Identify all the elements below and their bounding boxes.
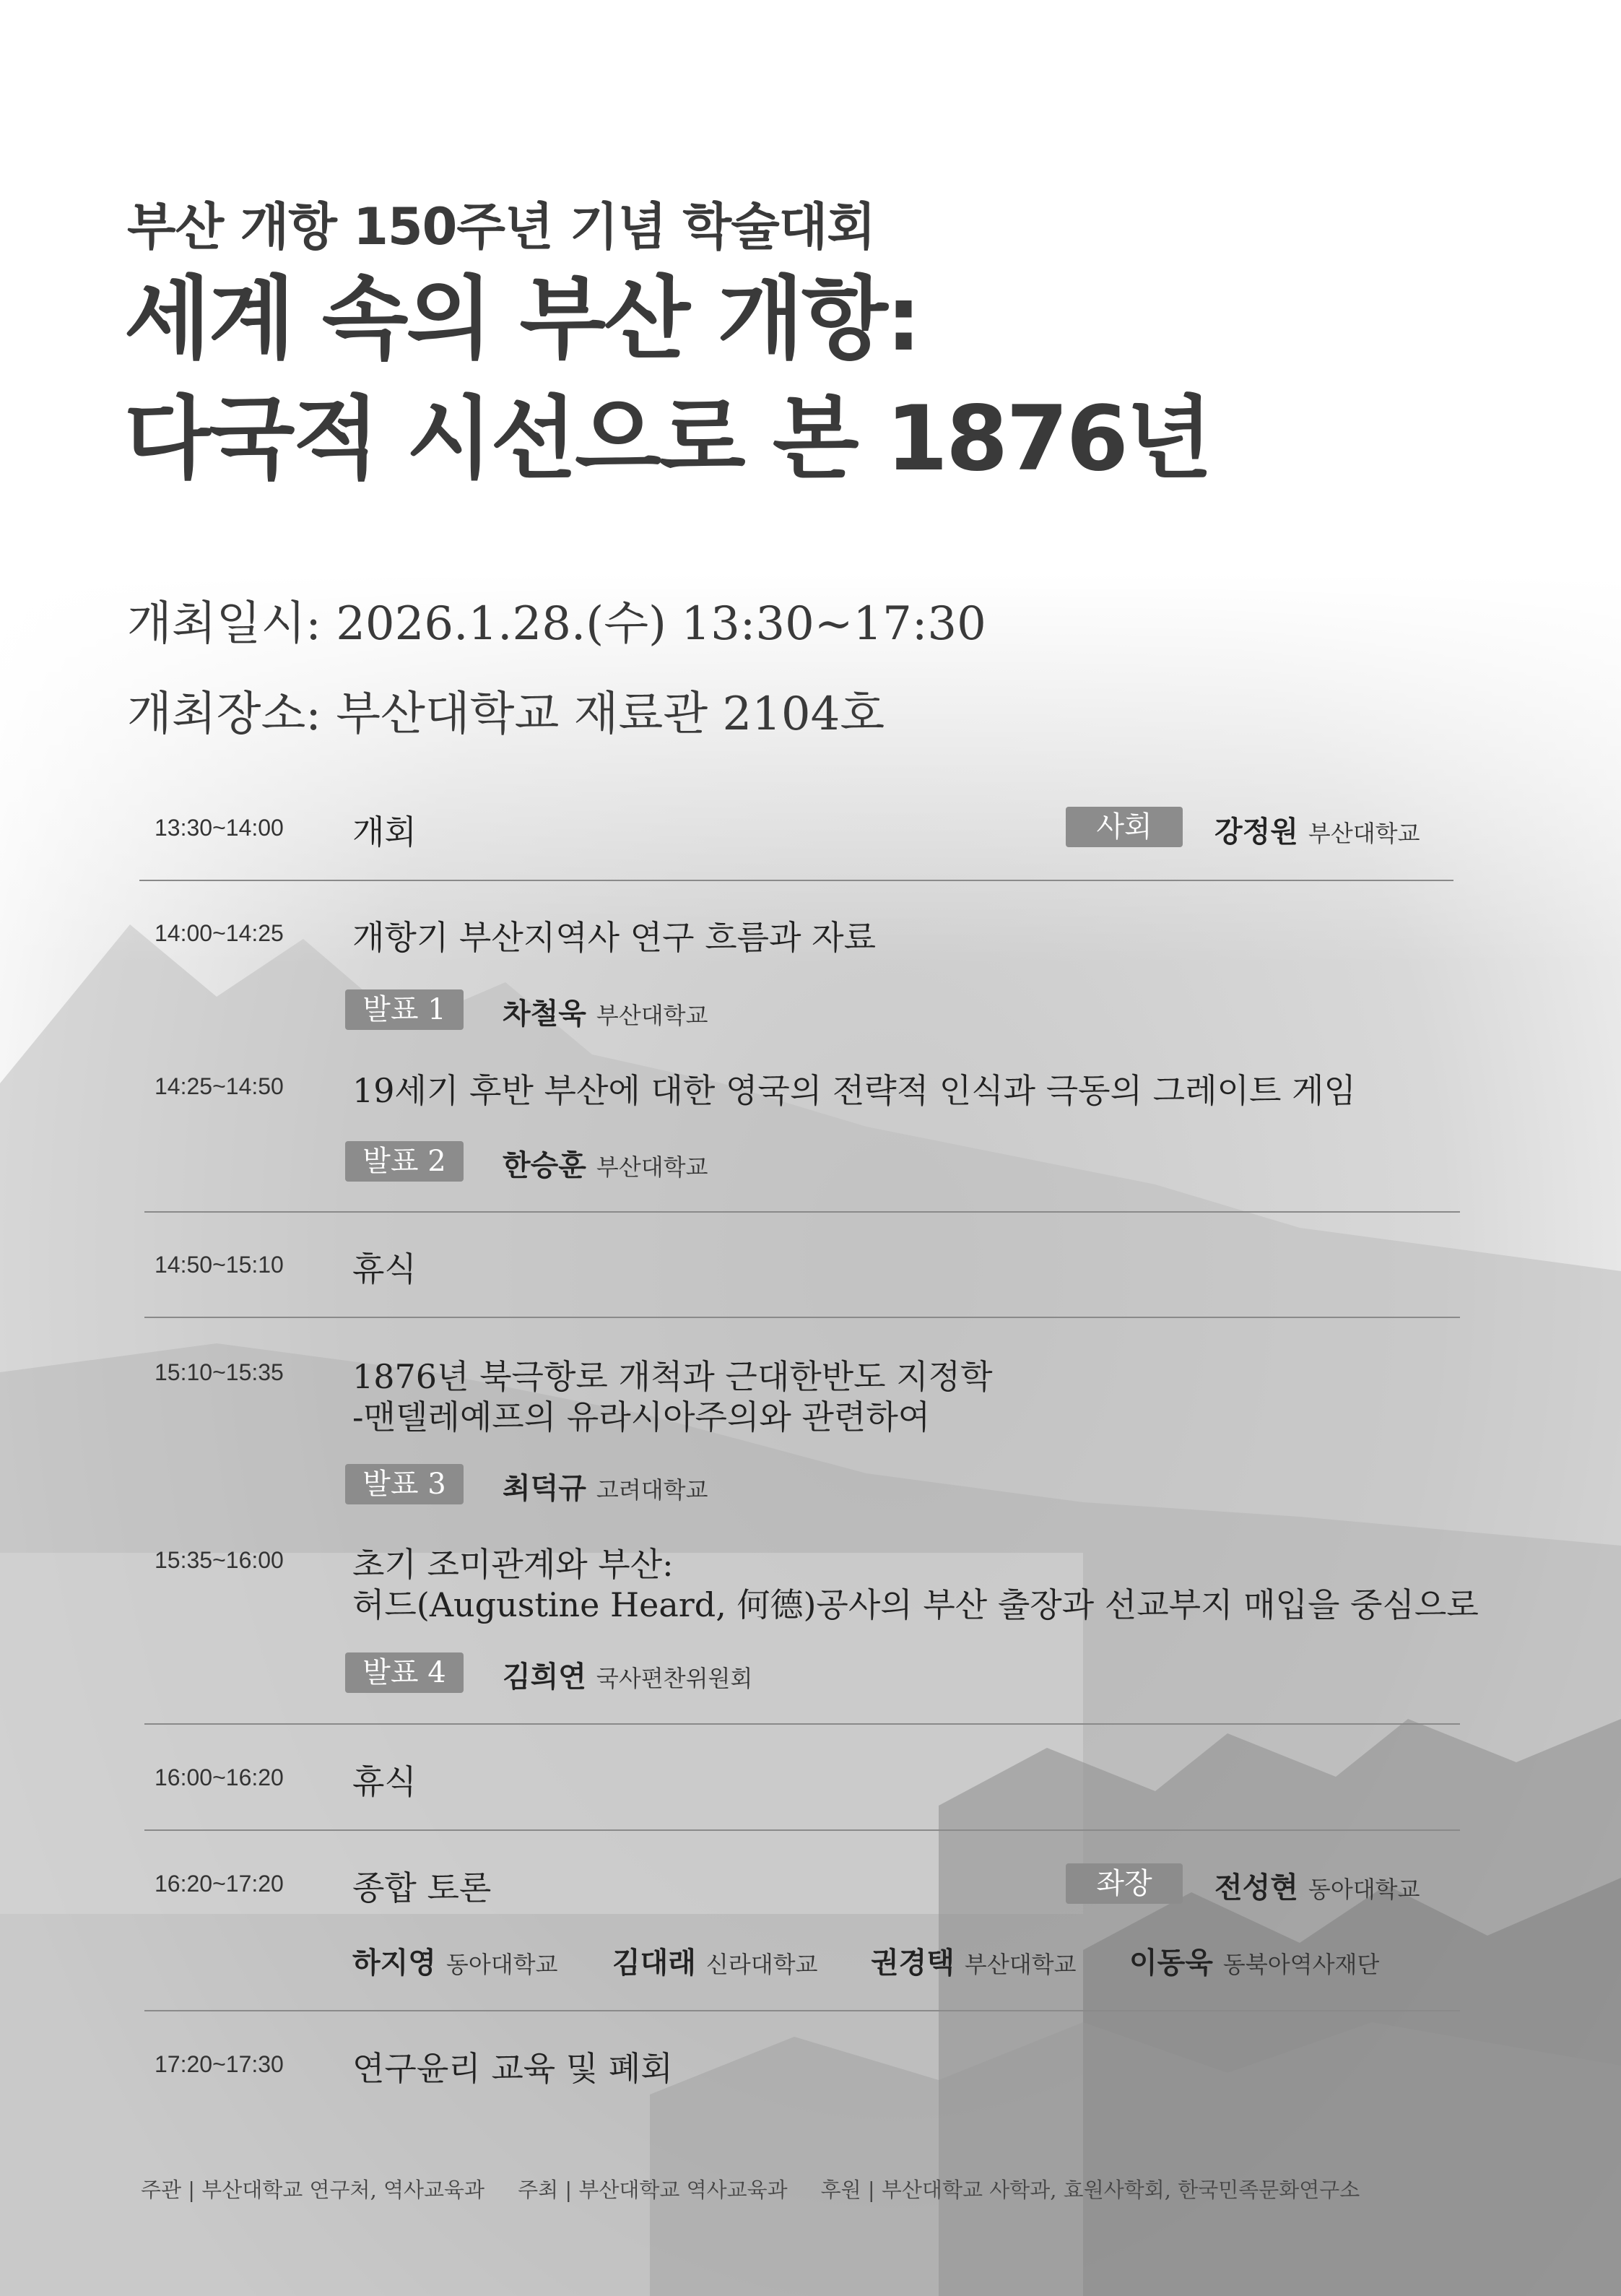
session-time: 15:10~15:35: [155, 1359, 284, 1385]
divider: [144, 1829, 1460, 1831]
panelist-4: 이동욱 동북아역사재단: [1129, 1946, 1380, 1980]
chair-name: 전성현 동아대학교: [1214, 1871, 1420, 1905]
panelist-3: 권경택 부산대학교: [871, 1946, 1077, 1980]
session-time: 14:50~15:10: [155, 1252, 284, 1278]
session-title: 19세기 후반 부산에 대한 영국의 전략적 인식과 극동의 그레이트 게임: [352, 1071, 1356, 1110]
event-title-line1: 세계 속의 부산 개항:: [124, 267, 920, 371]
presenter-name: 최덕규 고려대학교: [503, 1472, 708, 1505]
panelist-2: 김대래 신라대학교: [612, 1946, 818, 1980]
moderator-name: 강정원 부산대학교: [1214, 815, 1420, 849]
footer: [141, 2174, 1360, 2204]
divider: [139, 880, 1453, 881]
session-title: 휴식: [352, 1762, 417, 1801]
event-title-line2: 다국적 시선으로 본 1876년: [124, 387, 1211, 491]
session-time: 16:00~16:20: [155, 1764, 284, 1790]
presenter-badge: 발표 3: [345, 1464, 464, 1504]
session-title: 개회: [352, 813, 417, 852]
presenter-badge: 발표 4: [345, 1652, 464, 1693]
session-title: 초기 조미관계와 부산:: [352, 1545, 674, 1584]
session-title: 휴식: [352, 1249, 417, 1288]
session-title: 1876년 북극항로 개척과 근대한반도 지정학: [352, 1357, 993, 1396]
divider: [144, 1723, 1460, 1725]
session-time: 15:35~16:00: [155, 1547, 284, 1573]
panelist-1: 하지영 동아대학교: [352, 1946, 558, 1980]
footer-organizer: 주최 | 부산대학교 역사교육과: [518, 2178, 788, 2202]
footer-host: 주관 | 부산대학교 연구처, 역사교육과: [141, 2178, 485, 2202]
divider: [144, 2010, 1460, 2011]
event-date: 개최일시: 2026.1.28.(수) 13:30~17:30: [127, 597, 986, 651]
event-subtitle: 부산 개항 150주년 기념 학술대회: [127, 197, 876, 256]
session-time: 13:30~14:00: [155, 815, 284, 841]
moderator-badge: 사회: [1066, 807, 1183, 847]
presenter-name: 차철욱 부산대학교: [503, 997, 708, 1031]
session-title: 종합 토론: [352, 1868, 492, 1907]
divider: [144, 1211, 1460, 1213]
presenter-name: 한승훈 부산대학교: [503, 1149, 708, 1182]
session-title: 개항기 부산지역사 연구 흐름과 자료: [352, 918, 877, 957]
footer-sponsor: 후원 | 부산대학교 사학과, 효원사학회, 한국민족문화연구소: [820, 2178, 1360, 2202]
divider: [144, 1317, 1460, 1318]
session-time: 14:00~14:25: [155, 920, 284, 946]
session-time: 17:20~17:30: [155, 2051, 284, 2077]
presenter-badge: 발표 1: [345, 989, 464, 1030]
presenter-badge: 발표 2: [345, 1141, 464, 1182]
session-subtitle: 허드(Augustine Heard, 何德)공사의 부산 출장과 선교부지 매입을 중심으로: [352, 1585, 1479, 1624]
event-place: 개최장소: 부산대학교 재료관 2104호: [127, 688, 885, 741]
session-title: 연구윤리 교육 및 폐회: [352, 2049, 673, 2088]
session-time: 16:20~17:20: [155, 1871, 284, 1897]
chair-badge: 좌장: [1066, 1863, 1183, 1904]
presenter-name: 김희연 국사편찬위원회: [503, 1660, 753, 1694]
session-subtitle: -맨델레예프의 유라시아주의와 관련하여: [352, 1398, 931, 1437]
session-time: 14:25~14:50: [155, 1073, 284, 1099]
